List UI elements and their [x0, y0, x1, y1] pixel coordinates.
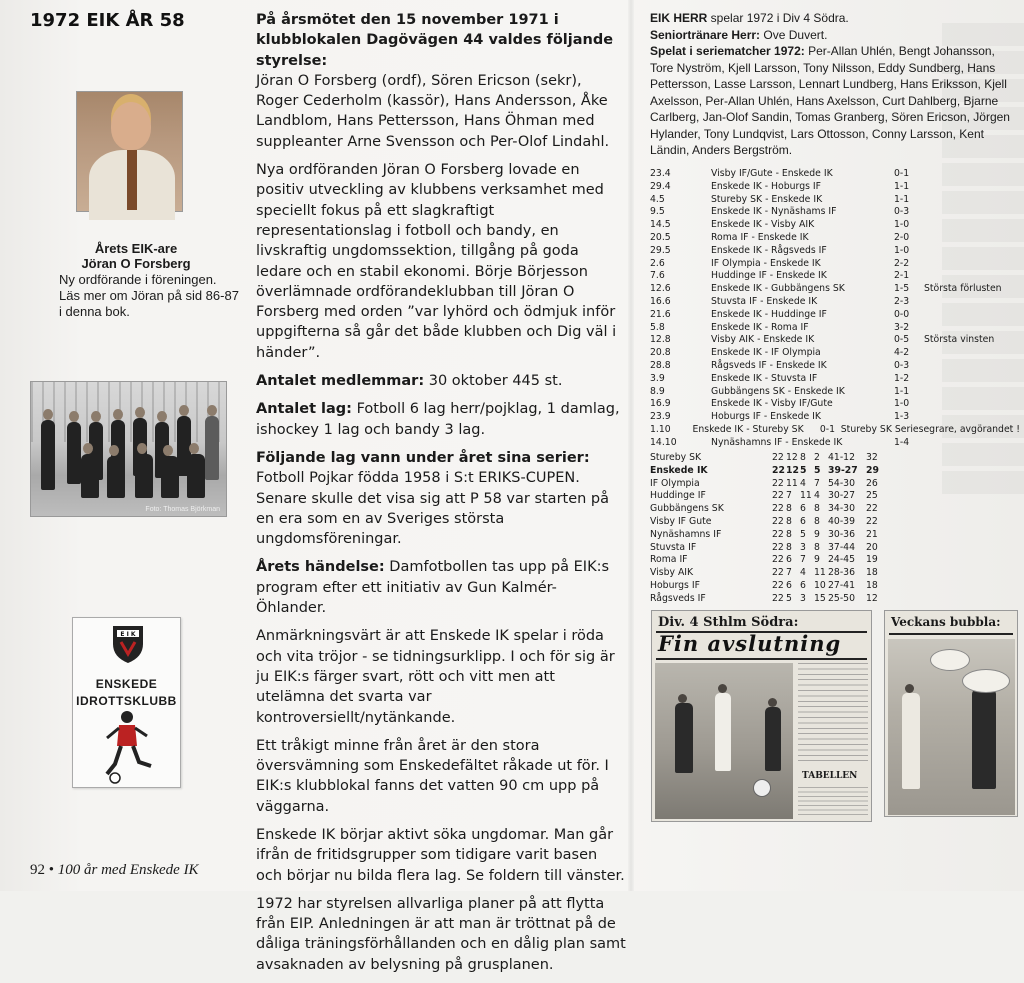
match-date: 12.6 [650, 283, 671, 295]
match-teams: Enskede IK - Gubbängens SK [711, 283, 845, 295]
match-teams: Stuvsta IF - Enskede IK [711, 295, 818, 307]
standings-goals: 25-50 [828, 592, 856, 604]
standings-losses: 7 [814, 477, 820, 489]
standings-played: 22 [772, 477, 784, 489]
standings-team: Stureby SK [650, 452, 702, 463]
match-date: 28.8 [650, 359, 671, 371]
standings-points: 20 [866, 541, 878, 553]
match-teams: Enskede IK - Huddinge IF [711, 308, 827, 320]
page-gutter [628, 0, 634, 891]
teams-paragraph [256, 399, 626, 440]
main-article [256, 10, 626, 983]
match-result: 1-3 [894, 411, 910, 423]
match-note [924, 270, 1020, 283]
match-note [924, 206, 1020, 219]
match-note [924, 437, 1020, 450]
match-date: 20.8 [650, 347, 671, 359]
chairman-paragraph: Nya ordföranden Jöran O Forsberg lovade en positiv utveckling av klubbens verksamhet med speciellt fokus på ett slagkraftigt representationslag i fotboll och bandy, en livskraftig ungdomssektion, tillgång på goda ledare och en stabil ekonomi. Börje Börjesson överlämnade ordförandeklubban till Jöran O Forsberg med orden ”var lyhörd och ödmjuk inför uppgifterna så går det både klubben och Dig väl i händer”. [256, 162, 617, 361]
standings-row [650, 567, 880, 580]
match-result: 0-3 [894, 359, 910, 371]
match-teams: Hoburgs IF - Enskede IK [711, 411, 821, 423]
match-note [924, 245, 1020, 258]
standings-played: 22 [772, 541, 784, 553]
match-note [924, 296, 1020, 309]
match-date: 14.5 [650, 219, 671, 231]
clipping-photo [655, 663, 793, 819]
standings-row [650, 529, 880, 542]
match-teams: Nynäshamns IF - Enskede IK [711, 436, 843, 448]
standings-played: 22 [772, 528, 784, 540]
match-row [650, 296, 1020, 309]
standings-points: 18 [866, 579, 878, 591]
winners-label: Följande lag vann under året sina serier: [256, 449, 590, 466]
events-label: Årets händelse: [256, 559, 385, 576]
standings-draws: 4 [800, 477, 806, 489]
club-name-line-1: ENSKEDE [95, 677, 158, 691]
match-row [650, 194, 1020, 207]
match-result: 1-0 [894, 219, 910, 231]
standings-wins: 12 [786, 464, 799, 476]
match-date: 16.9 [650, 398, 671, 410]
standings-losses: 8 [814, 541, 820, 553]
match-note [924, 309, 1020, 322]
standings-wins: 7 [786, 567, 792, 579]
standings-wins: 8 [786, 515, 792, 527]
match-result: 1-0 [894, 244, 910, 256]
match-result: 1-1 [894, 180, 910, 192]
standings-wins: 7 [786, 490, 792, 502]
match-note [924, 181, 1020, 194]
standings-goals: 37-44 [828, 541, 856, 553]
match-date: 3.9 [650, 372, 665, 384]
standings-goals: 34-30 [828, 503, 856, 515]
photo-credit: Foto: Thomas Björkman [145, 506, 220, 513]
match-teams: Huddinge IF - Enskede IK [711, 270, 827, 282]
clipping-table [798, 787, 868, 817]
match-row [650, 232, 1020, 245]
standings-draws: 8 [800, 452, 806, 463]
match-row [650, 322, 1020, 335]
standings-team: Visby IF Gute [650, 515, 712, 527]
standings-losses: 9 [814, 554, 820, 566]
match-teams: Stureby SK - Enskede IK [711, 193, 823, 205]
match-teams: Roma IF - Enskede IK [711, 231, 809, 243]
match-note [924, 360, 1020, 373]
standings-row [650, 542, 880, 555]
match-row [650, 309, 1020, 322]
match-row [650, 270, 1020, 283]
match-result: 1-4 [894, 436, 910, 448]
match-date: 21.6 [650, 308, 671, 320]
standings-points: 29 [866, 464, 879, 476]
standings-team: Enskede IK [650, 464, 708, 476]
standings-points: 19 [866, 554, 878, 566]
standings-played: 22 [772, 490, 784, 502]
match-note [924, 411, 1020, 424]
youth-paragraph: Enskede IK börjar aktivt söka ungdomar. Man går ifrån de fritidsgrupper som tidigare varit basen och börjar nu bilda flera lag. Se foldern till vänster. [256, 826, 625, 884]
board-paragraph [256, 10, 626, 152]
match-row [650, 411, 1020, 424]
standings-goals: 39-27 [828, 464, 858, 476]
match-row [650, 424, 1020, 437]
match-note [924, 194, 1020, 207]
coach-line [650, 27, 1020, 44]
match-note [924, 386, 1020, 399]
standings-wins: 6 [786, 554, 792, 566]
chapter-title: 1972 EIK ÅR 58 [30, 10, 185, 31]
page-number: 92 • [30, 862, 55, 878]
match-row [650, 283, 1020, 296]
league-table [650, 452, 880, 606]
players-label: Spelat i seriematcher 1972: [650, 44, 805, 58]
match-date: 29.4 [650, 180, 671, 192]
events-paragraph [256, 557, 626, 618]
newspaper-clipping-1 [651, 610, 872, 822]
standings-losses: 11 [814, 567, 826, 579]
club-name-line-2: IDROTTSKLUBB [76, 694, 177, 708]
clipping-subhead: TABELLEN [802, 771, 858, 781]
standings-draws: 6 [800, 515, 806, 527]
standings-played: 22 [772, 452, 784, 463]
match-note [924, 347, 1020, 360]
match-row [650, 245, 1020, 258]
standings-team: Rågsveds IF [650, 592, 706, 604]
match-date: 9.5 [650, 206, 665, 218]
standings-draws: 6 [800, 503, 806, 515]
standings-team: Gubbängens SK [650, 503, 724, 515]
match-note: Största vinsten [924, 334, 995, 346]
standings-draws: 5 [800, 528, 806, 540]
match-note [924, 219, 1020, 232]
standings-goals: 40-39 [828, 515, 856, 527]
match-date: 2.6 [650, 257, 665, 269]
standings-played: 22 [772, 567, 784, 579]
herr-label: EIK HERR [650, 11, 708, 25]
standings-points: 26 [866, 477, 878, 489]
match-result: 0-3 [894, 206, 910, 218]
standings-row [650, 452, 880, 465]
winners-paragraph [256, 448, 626, 549]
standings-row [650, 478, 880, 491]
match-date: 23.9 [650, 411, 671, 423]
players-text: Per-Allan Uhlén, Bengt Johansson, Tore Nyström, Kjell Larsson, Tony Nilsson, Eddy Sundberg, Hans Pettersson, Lasse Larsson, Lennart Lundberg, Hans Eriksson, Kjell Axelsson, Per-Allan Uhlén, Hans Axelsson, Curt Dahlberg, Bjarne Carlberg, Jan-Olof Sandin, Tomas Granberg, Sören Ericson, Jörgen Hylander, Tony Lundqvist, Lars Ottosson, Conny Larsson, Kent Ländin, Anders Bergström. [650, 44, 1010, 157]
standings-row [650, 516, 880, 529]
match-teams: IF Olympia - Enskede IK [711, 257, 821, 269]
footballer-illustration-icon [97, 708, 159, 784]
teams-label: Antalet lag: [256, 401, 352, 418]
book-title: 100 år med Enskede IK [57, 862, 199, 878]
jerseys-paragraph: Anmärkningsvärt är att Enskede IK spelar i röda och vita tröjor - se tidningsurklipp. I och för sig är ju EIK:s färger svart, rött och vitt men att utelämna det svarta var kontroversiellt/nytänkande. [256, 628, 615, 726]
match-row [650, 360, 1020, 373]
standings-played: 22 [772, 579, 784, 591]
club-name [73, 676, 180, 710]
standings-played: 22 [772, 503, 784, 515]
match-teams: Visby IF/Gute - Enskede IK [711, 168, 833, 179]
clipping2-headline: Veckans bubbla: [891, 615, 1001, 629]
match-note [924, 168, 1020, 181]
match-note [924, 398, 1020, 411]
match-teams: Enskede IK - Nynäshams IF [711, 206, 837, 218]
match-row [650, 219, 1020, 232]
match-note [924, 322, 1020, 335]
standings-team: Stuvsta IF [650, 541, 697, 553]
standings-team: Huddinge IF [650, 490, 706, 502]
match-row [650, 206, 1020, 219]
match-row [650, 373, 1020, 386]
match-teams: Enskede IK - Visby IF/Gute [711, 398, 833, 410]
match-date: 20.5 [650, 231, 671, 243]
standings-points: 21 [866, 528, 878, 540]
standings-points: 32 [866, 452, 878, 463]
portrait-caption-text-1: Ny ordförande i föreningen. [59, 272, 217, 287]
match-note [924, 258, 1020, 271]
match-row [650, 258, 1020, 271]
winners-text: Fotboll Pojkar födda 1958 i S:t ERIKS-CUPEN. Senare skulle det visa sig att P 58 var starten på en era som en av Sveriges största ungdomsföreningar. [256, 470, 610, 548]
standings-losses: 4 [814, 490, 820, 502]
standings-losses: 15 [814, 592, 826, 604]
portrait-photo [76, 91, 183, 212]
teams-value: Fotboll 6 lag herr/pojklag, 1 damlag, ishockey 1 lag och bandy 3 lag. [256, 401, 620, 438]
standings-draws: 7 [800, 554, 806, 566]
standings-played: 22 [772, 515, 784, 527]
standings-wins: 6 [786, 579, 792, 591]
match-note [924, 232, 1020, 245]
standings-losses: 8 [814, 515, 820, 527]
coach-label: Seniortränare Herr: [650, 27, 761, 42]
members-value: 30 oktober 445 st. [424, 373, 563, 390]
standings-losses: 9 [814, 528, 820, 540]
match-result: 0-1 [894, 168, 910, 179]
match-note [924, 373, 1020, 386]
match-result: 2-1 [894, 270, 910, 282]
standings-goals: 30-27 [828, 490, 856, 502]
match-teams: Rågsveds IF - Enskede IK [711, 359, 827, 371]
match-result: 2-0 [894, 231, 910, 243]
standings-draws: 4 [800, 567, 806, 579]
standings-goals: 30-36 [828, 528, 856, 540]
match-date: 7.6 [650, 270, 665, 282]
match-result: 0-0 [894, 308, 910, 320]
match-result: 1-1 [894, 193, 910, 205]
match-result: 4-2 [894, 347, 910, 359]
standings-points: 22 [866, 503, 878, 515]
standings-points: 25 [866, 490, 878, 502]
standings-wins: 8 [786, 528, 792, 540]
coach-text: Ove Duvert. [760, 27, 828, 42]
standings-wins: 12 [786, 452, 798, 463]
standings-goals: 54-30 [828, 477, 856, 489]
match-result: 2-2 [894, 257, 910, 269]
match-row [650, 334, 1020, 347]
match-note: Stureby SK Seriesegrare, avgörandet ! [840, 423, 1020, 435]
board-heading: På årsmötet den 15 november 1971 i klubblokalen Dagövägen 44 valdes följande styrelse: [256, 12, 614, 69]
match-row [650, 437, 1020, 450]
match-result: 1-5 [894, 283, 910, 295]
standings-goals: 28-36 [828, 567, 856, 579]
standings-played: 22 [772, 464, 785, 476]
match-result: 0-5 [894, 334, 910, 346]
match-teams: Gubbängens SK - Enskede IK [711, 385, 845, 397]
standings-row [650, 580, 880, 593]
match-row [650, 347, 1020, 360]
match-result: 0-1 [819, 423, 836, 435]
standings-wins: 5 [786, 592, 792, 604]
standings-goals: 27-41 [828, 579, 856, 591]
standings-points: 12 [866, 592, 878, 604]
standings-losses: 5 [814, 464, 821, 476]
standings-wins: 11 [786, 477, 798, 489]
standings-team: Visby AIK [650, 567, 694, 579]
match-teams: Enskede IK - Hoburgs IF [711, 180, 821, 192]
team-photo [30, 381, 227, 517]
match-date: 4.5 [650, 193, 665, 205]
division-line [650, 10, 1020, 27]
standings-goals: 41-12 [828, 452, 856, 463]
standings-losses: 10 [814, 579, 826, 591]
standings-draws: 11 [800, 490, 812, 502]
standings-goals: 24-45 [828, 554, 856, 566]
match-teams: Enskede IK - Roma IF [711, 321, 809, 333]
crest-text: E I K [120, 631, 136, 638]
match-note: Största förlusten [924, 283, 1002, 295]
move-paragraph: 1972 har styrelsen allvarliga planer på att flytta från EIP. Anledningen är att man är tröttnat på de dåliga träningsförhållanden och en dålig plan samt avsaknaden av belysning på grusplanen. [256, 895, 626, 973]
standings-row [650, 503, 880, 516]
match-teams: Enskede IK - IF Olympia [711, 347, 821, 359]
match-row [650, 181, 1020, 194]
club-crest-icon [111, 624, 145, 664]
match-date: 8.9 [650, 385, 665, 397]
standings-row [650, 465, 880, 478]
members-label: Antalet medlemmar: [256, 373, 425, 390]
match-teams: Enskede IK - Stuvsta IF [711, 372, 818, 384]
match-result: 1-2 [894, 372, 910, 384]
standings-draws: 5 [800, 464, 807, 476]
standings-wins: 8 [786, 541, 792, 553]
standings-points: 18 [866, 567, 878, 579]
match-date: 14.10 [650, 436, 677, 448]
match-date: 29.5 [650, 244, 671, 256]
match-results-list [650, 168, 1020, 450]
clipping2-photo [888, 639, 1015, 815]
herr-text: spelar 1972 i Div 4 Södra. [707, 11, 849, 25]
standings-team: Roma IF [650, 554, 688, 566]
clipping-kicker: Div. 4 Sthlm Södra: [658, 615, 799, 630]
players-line [650, 43, 1020, 159]
match-row [650, 386, 1020, 399]
match-teams: Visby AIK - Enskede IK [711, 334, 815, 346]
standings-row [650, 554, 880, 567]
clipping-column [798, 663, 868, 763]
match-teams: Enskede IK - Rågsveds IF [711, 244, 827, 256]
standings-draws: 6 [800, 579, 806, 591]
standings-played: 22 [772, 592, 784, 604]
match-result: 1-1 [894, 385, 910, 397]
portrait-caption-title: Årets EIK-are [94, 241, 178, 256]
match-date: 16.6 [650, 295, 671, 307]
members-paragraph [256, 371, 626, 391]
club-folder [72, 617, 181, 788]
portrait-caption-name: Jöran O Forsberg [81, 256, 191, 271]
flood-paragraph: Ett tråkigt minne från året är den stora översvämning som Enskedefältet råkade ut för. I EIK:s klubblokal fanns det vatten 90 cm upp på väggarna. [256, 737, 609, 815]
page-footer [30, 862, 199, 879]
standings-losses: 2 [814, 452, 820, 463]
standings-row [650, 490, 880, 503]
match-teams: Enskede IK - Stureby SK [692, 423, 804, 435]
newspaper-clipping-2 [884, 610, 1018, 817]
match-date: 23.4 [650, 168, 671, 179]
match-result: 2-3 [894, 295, 910, 307]
standings-wins: 8 [786, 503, 792, 515]
standings-team: Hoburgs IF [650, 579, 700, 591]
match-date: 5.8 [650, 321, 665, 333]
standings-team: Nynäshamns IF [650, 528, 722, 540]
board-members: Jöran O Forsberg (ordf), Sören Ericson (sekr), Roger Cederholm (kassör), Hans Andersson, Åke Landblom, Hans Pettersson, Hans Öhman med suppleanter Arne Svensson och Per-Olof Lindahl. [256, 72, 610, 150]
standings-row [650, 593, 880, 606]
match-date: 12.8 [650, 334, 671, 346]
team-info [650, 10, 1020, 159]
standings-losses: 8 [814, 503, 820, 515]
clipping-headline: Fin avslutning [658, 631, 842, 656]
match-teams: Enskede IK - Visby AIK [711, 219, 815, 231]
standings-team: IF Olympia [650, 477, 700, 489]
match-row [650, 398, 1020, 411]
events-text: Damfotbollen tas upp på EIK:s program efter ett initiativ av Gun Kalmér-Öhlander. [256, 559, 610, 617]
standings-played: 22 [772, 554, 784, 566]
portrait-caption-text-2: Läs mer om Jöran på sid 86-87 [59, 288, 239, 303]
standings-draws: 3 [800, 541, 806, 553]
match-date: 1.10 [650, 423, 671, 435]
portrait-caption-text-3: i denna bok. [59, 304, 130, 319]
standings-points: 22 [866, 515, 878, 527]
match-result: 1-0 [894, 398, 910, 410]
match-row [650, 168, 1020, 181]
standings-draws: 3 [800, 592, 806, 604]
match-result: 3-2 [894, 321, 910, 333]
